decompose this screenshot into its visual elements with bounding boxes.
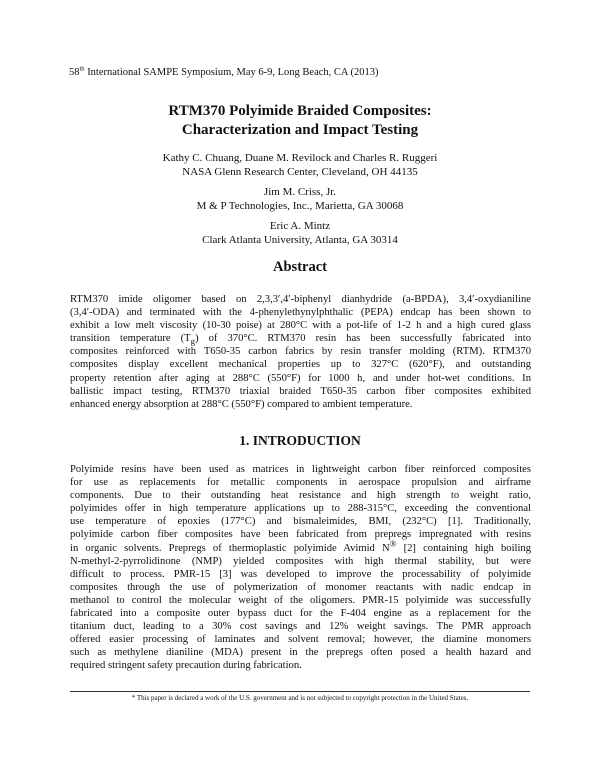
author-affiliation: M & P Technologies, Inc., Marietta, GA 30068 [196,200,404,212]
title-line-1: RTM370 Polyimide Braided Composites: [168,103,432,119]
author-block-1 [0,151,600,179]
abstract-heading: Abstract [273,259,327,275]
text-line: composites display excellent mechanical properties up to 327°C (620°F), and outstanding [70,359,531,371]
text-line: composites reinforced with T650-35 carbon fabrics by resin transfer molding (RTM). RTM370 [70,346,531,358]
text-line: composites through the use of polymerization of monomer reactants with nadic endcap in [70,581,531,593]
header-text: International SAMPE Symposium, May 6-9, Long Beach, CA (2013) [84,67,379,78]
text-line: (3,4′-ODA) and terminated with the 4-phenylethynylphthalic (PEPA) endcap has been shown to [70,307,531,319]
text-line: RTM370 imide oligomer based on 2,3,3′,4′-biphenyl dianhydride (a-BPDA), 3,4′-oxydianiline [70,294,531,305]
author-names: Eric A. Mintz [269,220,331,232]
author-affiliation: Clark Atlanta University, Atlanta, GA 30314 [202,234,398,246]
header-superscript: th [79,65,85,73]
author-names: Jim M. Criss, Jr. [263,186,337,198]
text-line: Polyimide resins have been used as matrices in lightweight carbon fiber reinforced composites [70,464,531,475]
text-line: for use as replacements for metallic components in aerospace propulsion and airframe [70,477,531,489]
text-line: N-methyl-2-pyrrolidinone (NMP) yielded composites with high thermal stability, but were [70,555,531,567]
title-line-2: Characterization and Impact Testing [181,122,419,138]
text-line: ballistic impact testing, RTM370 triaxial braided T650-35 carbon fiber composites exhibited [70,385,531,397]
paper-title [0,102,600,140]
author-names: Kathy C. Chuang, Duane M. Revilock and Charles R. Ruggeri [162,152,438,164]
text-line: offered easier processing of laminates and solvent removal; however, the diamine monomers [70,634,531,646]
text-line: required stringent safety precaution during fabrication. [70,660,302,672]
introduction-paragraph [70,463,531,673]
author-affiliation: NASA Glenn Research Center, Cleveland, OH 44135 [182,166,418,178]
header-number: 58 [69,67,80,78]
text-line: property retention after aging at 288°C (550°F) for 1000 h, and under hot-wet conditions. In [70,372,531,384]
author-block-2 [0,185,600,213]
text-line: fabricated into a composite outer bypass duct for the F-404 engine as a replacement for the [70,608,531,620]
registered-mark: ® [389,538,397,549]
text-line: transition temperature $(T_g)$ of 370°C. RTM370 resin has been successfully fabricated into [70,333,531,347]
text-line: titanium duct, leading to a 30% cost savings and 12% weight savings. The PMR approach [70,621,531,633]
footnote: * This paper is declared a work of the U.S. government and is not subjected to copyright protection in the United States. [131,694,469,702]
introduction-heading: 1. INTRODUCTION [239,433,361,448]
text-line: in organic solvents. Prepregs of thermoplastic polyimide Avimid N® [2] containing high boiling [70,538,531,554]
text-line: such as methylene dianiline (MDA) present in the prepregs often posed a health hazard and [70,647,531,659]
text-line: difficult to process. PMR-15 [3] was developed to improve the processability of polyimide [70,568,531,580]
text-line: polyimide carbon fiber composites have been fabricated from prepregs impregnated with resins [70,529,531,541]
author-block-3 [0,219,600,247]
text-line: methanol to control the molecular weight of the oligomers. PMR-15 polyimide was successfully [70,594,531,606]
text-line: components. Due to their outstanding heat resistance and high strength to weight ratio, [70,490,531,502]
text-line: enhanced energy absorption at 288°C (550°F) compared to ambient temperature. [70,398,413,410]
footnote-divider [70,691,530,692]
text-line: exhibit a low melt viscosity (10-30 poise) at 280°C with a pot-life of 1-2 h and a high cured glass [70,320,531,332]
abstract-paragraph [70,293,531,411]
tg-subscript: g [190,336,196,347]
text-line: use temperature of epoxies (177°C) and bismaleimides, BMI, (232°C) [1]. Traditionally, [70,516,531,528]
text-line: polyimides offer in high temperature applications up to 288-315°C, exceeding the conventional [70,503,531,515]
conference-header [69,67,379,78]
